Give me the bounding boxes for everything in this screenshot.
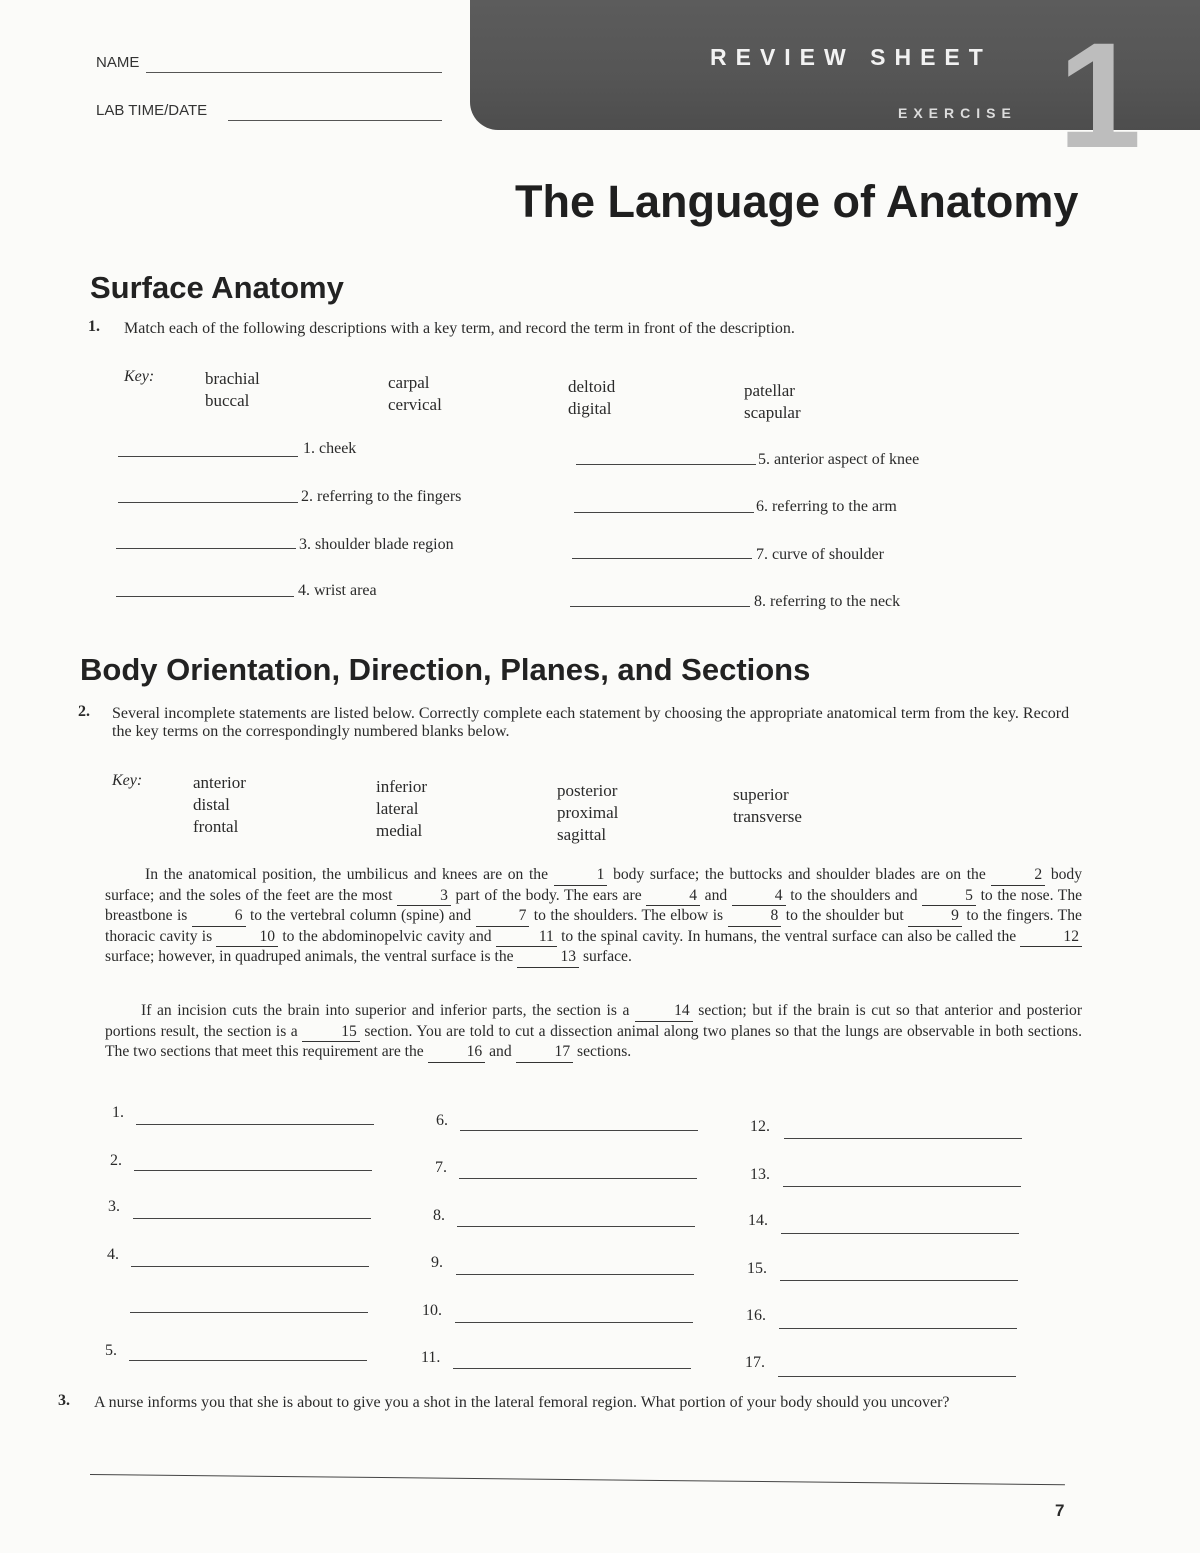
name-field[interactable] xyxy=(146,72,442,73)
page-title: The Language of Anatomy xyxy=(515,176,1079,227)
key-column-2 xyxy=(388,372,442,416)
blank-2: 2 xyxy=(991,865,1045,886)
key-column-4 xyxy=(744,380,801,424)
key-term: digital xyxy=(568,399,612,418)
match-item-7: 7. curve of shoulder xyxy=(756,546,884,563)
key-term: inferior xyxy=(376,777,427,796)
key-term: lateral xyxy=(376,799,419,818)
answer-field-7[interactable] xyxy=(459,1178,697,1179)
blank-10: 10 xyxy=(216,927,278,948)
answer-field-8[interactable] xyxy=(457,1226,695,1227)
fill-in-paragraph-1 xyxy=(105,865,1082,968)
blank-12: 12 xyxy=(1020,927,1082,948)
paragraph-text: section. You are told to cut a dissection animal along two planes so that the lungs are observable in both sections. The two sections that meet this requirement are the xyxy=(105,1022,1082,1060)
paragraph-text: to the spinal cavity. In humans, the ventral surface can also be called the xyxy=(561,927,1017,945)
body-orientation-heading: Body Orientation, Direction, Planes, and Sections xyxy=(80,652,811,687)
key-term: cervical xyxy=(388,395,442,414)
match-answer-1[interactable] xyxy=(118,456,298,457)
match-answer-4[interactable] xyxy=(116,596,294,597)
match-item-1: 1. cheek xyxy=(303,440,357,457)
key-term: scapular xyxy=(744,403,801,422)
match-item-3: 3. shoulder blade region xyxy=(299,536,454,553)
match-item-8: 8. referring to the neck xyxy=(754,593,901,610)
paragraph-text: body surface; and the soles of the feet are the most xyxy=(105,866,1083,904)
match-answer-5[interactable] xyxy=(576,464,756,465)
key-term: superior xyxy=(733,785,789,804)
fill-in-paragraph-2 xyxy=(105,1001,1082,1063)
paragraph-text: to the vertebral column (spine) and xyxy=(249,907,472,924)
answer-label-1: 1. xyxy=(112,1104,124,1121)
blank-4b: 4 xyxy=(732,886,786,907)
key-label-1: Key: xyxy=(124,368,155,385)
blank-15: 15 xyxy=(302,1022,360,1043)
answer-label-10: 10. xyxy=(422,1302,442,1319)
answer-field-5[interactable] xyxy=(129,1360,367,1361)
key-term: frontal xyxy=(193,817,239,836)
key-column-4 xyxy=(733,784,802,828)
key-term: proximal xyxy=(557,803,619,822)
paragraph-text: sections. xyxy=(577,1043,632,1060)
review-sheet-title: REVIEW SHEET xyxy=(710,44,992,70)
key-column-1 xyxy=(205,368,260,412)
match-item-2: 2. referring to the fingers xyxy=(301,488,462,505)
answer-field-4[interactable] xyxy=(131,1266,369,1267)
answer-label-13: 13. xyxy=(750,1166,770,1183)
blank-16: 16 xyxy=(428,1042,486,1063)
key-term: deltoid xyxy=(568,377,616,396)
answer-field-15[interactable] xyxy=(780,1280,1018,1281)
answer-label-4: 4. xyxy=(107,1246,119,1263)
paragraph-text: surface; however, in quadruped animals, the ventral surface is the xyxy=(105,948,514,965)
key-term: patellar xyxy=(744,381,795,400)
blank-17: 17 xyxy=(516,1042,574,1063)
answer-field-13[interactable] xyxy=(783,1186,1021,1187)
key-term: medial xyxy=(376,821,423,840)
blank-5: 5 xyxy=(922,886,976,907)
paragraph-text: to the shoulder but xyxy=(785,907,904,924)
paragraph-text: surface. xyxy=(582,948,632,965)
answer-label-3: 3. xyxy=(108,1198,120,1215)
exercise-number: 1 xyxy=(1058,11,1142,179)
paragraph-text: and xyxy=(704,886,728,904)
blank-8: 8 xyxy=(728,906,782,927)
key-column-1 xyxy=(193,772,246,838)
exercise-label: EXERCISE xyxy=(898,105,1017,121)
match-item-4: 4. wrist area xyxy=(298,582,377,599)
question-3-answer-field[interactable] xyxy=(90,1474,1065,1485)
question-1-number: 1. xyxy=(88,318,100,335)
key-term: carpal xyxy=(388,373,430,392)
answer-label-17: 17. xyxy=(745,1354,765,1371)
answer-field-10[interactable] xyxy=(455,1322,693,1323)
answer-field-14[interactable] xyxy=(781,1233,1019,1234)
match-answer-2[interactable] xyxy=(118,502,298,503)
answer-field-16[interactable] xyxy=(779,1328,1017,1329)
question-3-number: 3. xyxy=(58,1392,70,1409)
lab-time-label: LAB TIME/DATE xyxy=(96,102,208,119)
key-column-3 xyxy=(568,376,615,420)
paragraph-text: to the shoulders and xyxy=(790,886,918,904)
answer-label-7: 7. xyxy=(435,1159,447,1176)
match-item-5: 5. anterior aspect of knee xyxy=(758,451,920,468)
answer-label-12: 12. xyxy=(750,1118,770,1135)
blank-6: 6 xyxy=(192,906,246,927)
key-term: brachial xyxy=(205,369,260,388)
match-item-6: 6. referring to the arm xyxy=(756,498,897,515)
paragraph-text: to the nose. The breastbone is xyxy=(105,886,1083,924)
name-label: NAME xyxy=(96,54,140,71)
blank-4: 4 xyxy=(646,886,700,907)
answer-label-6: 6. xyxy=(436,1112,448,1129)
match-answer-8[interactable] xyxy=(570,606,750,607)
question-1-text: Match each of the following descriptions with a key term, and record the term in front of the description. xyxy=(124,320,795,337)
answer-field-1[interactable] xyxy=(136,1124,374,1125)
paragraph-text: part of the body. The ears are xyxy=(455,886,642,904)
answer-label-5: 5. xyxy=(105,1342,117,1359)
answer-label-15: 15. xyxy=(747,1260,767,1277)
answer-field-4b[interactable] xyxy=(130,1312,368,1313)
key-column-2 xyxy=(376,776,427,842)
answer-field-12[interactable] xyxy=(784,1138,1022,1139)
key-term: posterior xyxy=(557,781,618,800)
question-3-text: A nurse informs you that she is about to give you a shot in the lateral femoral region. What portion of your body should you uncover? xyxy=(94,1394,950,1411)
blank-11: 11 xyxy=(496,927,557,948)
answer-label-14: 14. xyxy=(748,1212,768,1229)
answer-label-16: 16. xyxy=(746,1307,766,1324)
answer-label-9: 9. xyxy=(431,1254,443,1271)
blank-3: 3 xyxy=(397,886,451,907)
lab-time-field[interactable] xyxy=(228,120,442,121)
key-term: buccal xyxy=(205,391,250,410)
answer-field-17[interactable] xyxy=(778,1376,1016,1377)
blank-7: 7 xyxy=(476,906,530,927)
blank-1: 1 xyxy=(554,865,608,886)
match-answer-6[interactable] xyxy=(574,512,754,513)
surface-anatomy-heading: Surface Anatomy xyxy=(90,270,344,305)
key-label-2: Key: xyxy=(112,772,143,789)
blank-13: 13 xyxy=(517,947,579,968)
blank-14: 14 xyxy=(635,1001,693,1022)
match-answer-3[interactable] xyxy=(116,548,296,549)
paragraph-text: to the abdominopelvic cavity and xyxy=(282,927,492,945)
key-term: sagittal xyxy=(557,825,607,844)
answer-label-2: 2. xyxy=(110,1152,122,1169)
paragraph-text: In the anatomical position, the umbilicus and knees are on the xyxy=(145,866,549,883)
answer-field-6[interactable] xyxy=(460,1130,698,1131)
match-answer-7[interactable] xyxy=(572,558,752,559)
answer-field-3[interactable] xyxy=(133,1218,371,1219)
paragraph-text: to the shoulders. The elbow is xyxy=(533,907,724,924)
answer-field-9[interactable] xyxy=(456,1274,694,1275)
key-term: anterior xyxy=(193,773,246,792)
answer-label-11: 11. xyxy=(421,1349,441,1366)
paragraph-text: and xyxy=(489,1043,512,1060)
key-column-3 xyxy=(557,780,618,846)
blank-9: 9 xyxy=(908,906,962,927)
answer-label-8: 8. xyxy=(433,1207,445,1224)
question-2-number: 2. xyxy=(78,703,90,720)
answer-field-11[interactable] xyxy=(453,1368,691,1369)
paragraph-text: to the fingers. The thoracic cavity is xyxy=(105,907,1082,945)
key-term: distal xyxy=(193,795,230,814)
paragraph-text: body surface; the buttocks and shoulder blades are on the xyxy=(613,866,986,883)
answer-field-2[interactable] xyxy=(134,1170,372,1171)
page-number: 7 xyxy=(1055,1501,1065,1520)
question-2-text: Several incomplete statements are listed below. Correctly complete each statement by choosing the appropriate anatomical term from the key. Record the key terms on the correspondingly numbered blanks below. xyxy=(112,705,1070,740)
paragraph-text: section; but if the brain is cut so that anterior and posterior portions result, the section is a xyxy=(105,1002,1083,1040)
key-term: transverse xyxy=(733,807,802,826)
paragraph-text: If an incision cuts the brain into superior and inferior parts, the section is a xyxy=(141,1002,630,1019)
